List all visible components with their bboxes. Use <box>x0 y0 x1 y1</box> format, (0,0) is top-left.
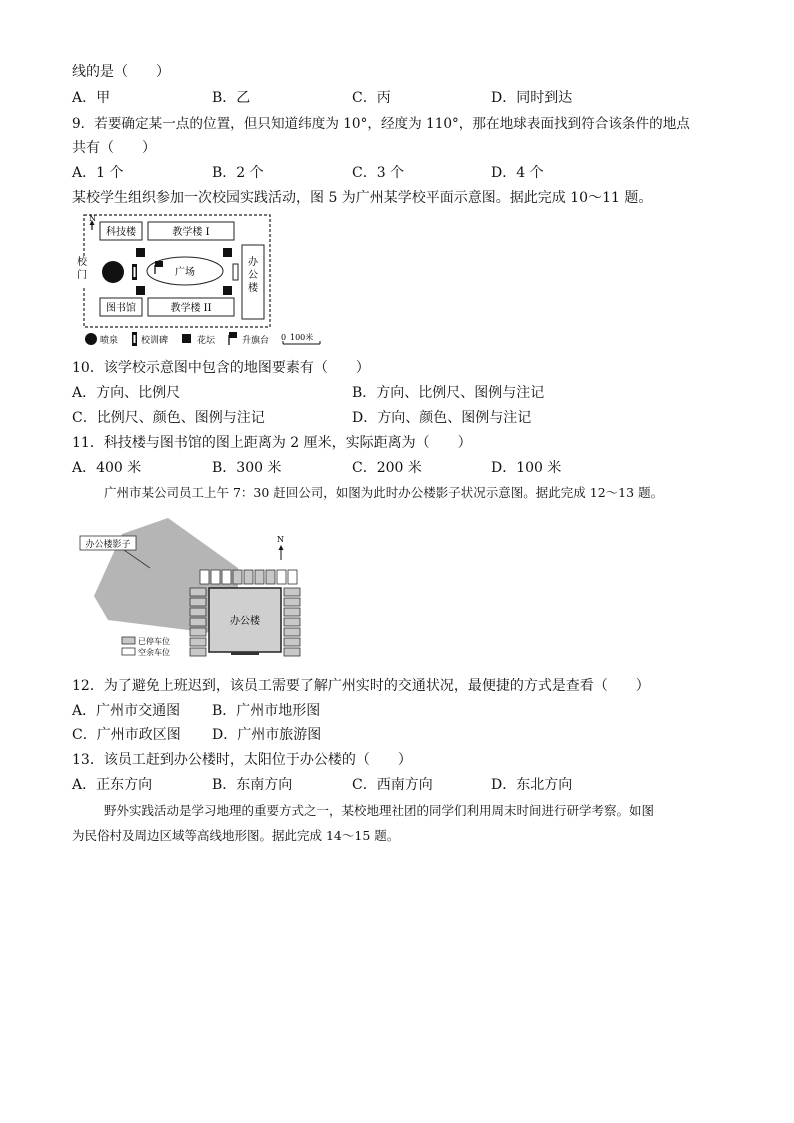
legend-empty-icon <box>122 648 135 655</box>
scale-zero: 0 <box>281 333 287 342</box>
gate-label-2: 门 <box>77 270 87 281</box>
legend-empty-label: 空余车位 <box>138 648 170 657</box>
shadow-label: 办公楼影子 <box>85 540 131 550</box>
office-label-1: 办 <box>248 257 258 268</box>
q12-option-a: A．广州市交通图 <box>72 703 181 719</box>
legend-flag-icon <box>229 332 237 345</box>
q9-option-c: C．3 个 <box>352 165 405 181</box>
q9-stem: 9．若要确定某一点的位置，但只知道纬度为 10°，经度为 110°，那在地球表面找到符合该条件的地点 <box>72 116 690 132</box>
q12-option-c: C．广州市政区图 <box>72 727 181 743</box>
gate-label-1: 校 <box>77 257 87 268</box>
q10-option-d: D．方向、颜色、图例与注记 <box>352 410 532 426</box>
library-label: 图书馆 <box>106 303 136 314</box>
scale-label: 100米 <box>290 333 314 342</box>
q13-option-c: C．西南方向 <box>352 777 433 793</box>
q12-option-b: B．广州市地形图 <box>212 703 321 719</box>
q11-stem: 11．科技楼与图书馆的图上距离为 2 厘米，实际距离为（ ） <box>72 435 472 451</box>
q9-option-d: D．4 个 <box>491 165 544 181</box>
q10-option-b: B．方向、比例尺、图例与注记 <box>352 385 545 401</box>
q8-stem-tail: 线的是（ ） <box>72 64 170 80</box>
office-label-3: 楼 <box>248 283 258 294</box>
q13-option-b: B．东南方向 <box>212 777 293 793</box>
legend-fountain-icon <box>85 333 97 345</box>
flowerbed-icon <box>136 248 145 257</box>
legend-flowerbed-icon <box>182 334 191 343</box>
teaching-building-1-label: 教学楼 I <box>172 227 210 238</box>
north-arrow-icon <box>279 545 284 560</box>
office-label-2: 公 <box>248 270 258 281</box>
q8-option-c: C．丙 <box>352 90 391 106</box>
legend-occupied-icon <box>122 637 135 644</box>
north-label: N <box>277 535 284 544</box>
teaching-building-2-label: 教学楼 II <box>170 303 212 314</box>
fountain-icon <box>102 261 124 283</box>
legend-occupied-label: 已停车位 <box>138 637 170 646</box>
intro-14-15-line1: 野外实践活动是学习地理的重要方式之一，某校地理社团的同学们利用周末时间进行研学考察。如图 <box>104 803 655 818</box>
q11-option-c: C．200 米 <box>352 460 422 476</box>
q13-stem: 13．该员工赶到办公楼时，太阳位于办公楼的（ ） <box>72 752 412 768</box>
flowerbed-icon <box>223 248 232 257</box>
legend-fountain-label: 喷泉 <box>100 336 119 346</box>
q11-option-d: D．100 米 <box>491 460 562 476</box>
science-building-label: 科技楼 <box>106 227 136 238</box>
q10-stem: 10．该学校示意图中包含的地图要素有（ ） <box>72 360 370 376</box>
north-label: N <box>89 214 96 223</box>
q12-option-d: D．广州市旅游图 <box>212 727 322 743</box>
legend-motto-label: 校训碑 <box>141 336 169 346</box>
q9-option-b: B．2 个 <box>212 165 264 181</box>
office-shadow-figure <box>72 512 312 662</box>
q10-option-c: C．比例尺、颜色、图例与注记 <box>72 410 265 426</box>
intro-12-13: 广州市某公司员工上午 7：30 赶回公司，如图为此时办公楼影子状况示意图。据此完成 12～13 题。 <box>104 485 664 500</box>
q13-option-a: A．正东方向 <box>72 777 153 793</box>
q11-option-a: A．400 米 <box>72 460 142 476</box>
q11-option-b: B．300 米 <box>212 460 282 476</box>
left-parking-column <box>190 588 206 656</box>
q12-stem: 12．为了避免上班迟到，该员工需要了解广州实时的交通状况，最便捷的方式是查看（ ） <box>72 678 650 694</box>
q8-option-d: D．同时到达 <box>491 90 573 106</box>
school-map-figure <box>76 212 326 352</box>
right-parking-column <box>284 588 300 656</box>
legend-flag-label: 升旗台 <box>242 336 270 346</box>
q9-stem-cont: 共有（ ） <box>72 140 156 156</box>
flowerbed-icon <box>223 286 232 295</box>
q10-option-a: A．方向、比例尺 <box>72 385 181 401</box>
legend-flowerbed-label: 花坛 <box>197 336 216 346</box>
plaza-label: 广场 <box>175 267 195 278</box>
flowerbed-icon <box>136 286 145 295</box>
q8-option-a: A．甲 <box>72 90 111 106</box>
office-building-label: 办公楼 <box>230 616 260 627</box>
top-parking-row <box>200 570 297 584</box>
intro-14-15-line2: 为民俗村及周边区域等高线地形图。据此完成 14～15 题。 <box>72 828 400 843</box>
intro-10-11: 某校学生组织参加一次校园实践活动，图 5 为广州某学校平面示意图。据此完成 10～11 题。 <box>72 190 653 206</box>
q13-option-d: D．东北方向 <box>491 777 573 793</box>
q9-option-a: A．1 个 <box>72 165 124 181</box>
q8-option-b: B．乙 <box>212 90 251 106</box>
